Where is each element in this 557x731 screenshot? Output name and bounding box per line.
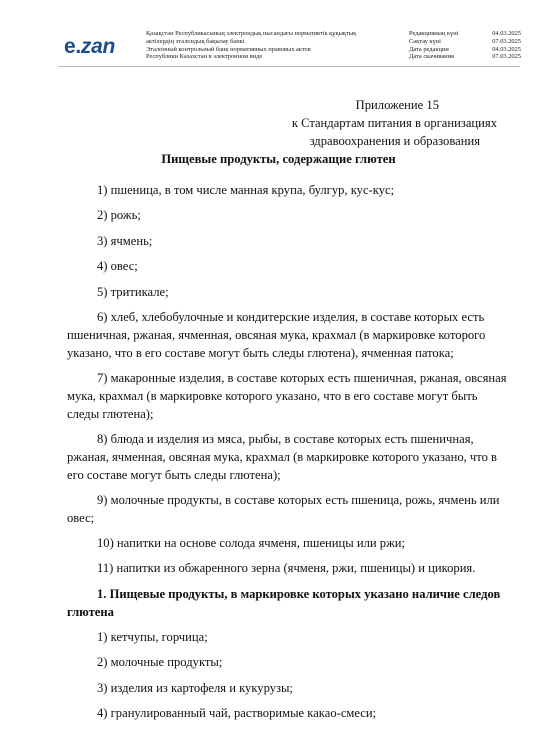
list-item: 4) овес; [97,259,138,274]
list-item: 1) кетчупы, горчица; [97,630,208,645]
list-item: 5) тритикале; [97,284,169,299]
meta-row [409,30,521,38]
list-item: 3) ячмень; [97,233,153,248]
document-title: Пищевые продукты, содержащие глютен [161,152,396,166]
meta-row [409,38,521,46]
document-header [58,30,520,66]
meta-label: Редакцияның күні [409,30,459,37]
list-item: 9) молочные продукты, в составе которых есть пшеница, рожь, ячмень или овес; [67,492,500,525]
meta-value: 04.03.2025 [492,30,521,37]
meta-label: Дата редакции [409,45,449,53]
appendix-note [197,96,497,150]
header-description-line: Қазақстан Республикасының электрондық нысандағы нормативтік құқықтық [146,30,357,37]
header-description [146,30,404,61]
appendix-line-1: Приложение 15 [355,98,439,112]
document-body [67,182,510,731]
meta-value: 07.03.2025 [492,37,521,45]
list-item: 6) хлеб, хлебобулочные и кондитерские изделия, в составе которых есть пшеничная, ржаная, ячменная, овсяная мука, крахмал (в маркировке которого указано, что в его составе могут быть следы глютена), ячменная патока; [67,309,486,360]
header-divider [58,66,520,67]
header-description-line: актілердің эталондық бақылау банкі [146,37,245,45]
meta-label: Сақтау күні [409,37,441,45]
list-item: 1) пшеница, в том числе манная крупа, булгур, кус-кус; [97,183,395,197]
meta-value: 04.03.2025 [492,45,521,53]
list-item: 10) напитки на основе солода ячменя, пшеницы или ржи; [97,536,406,551]
meta-value: 07.03.2025 [492,53,521,61]
header-description-line: Республики Казахстан в электронном виде [146,53,263,61]
header-meta [409,30,521,61]
meta-row [409,46,521,54]
meta-row [409,53,521,61]
appendix-line-2: к Стандартам питания в организациях [291,116,497,130]
logo-e: e. [64,35,81,58]
section-heading: 1. Пищевые продукты, в маркировке которых указано наличие следов глютена [67,586,501,619]
list-item: 3) изделия из картофеля и кукурузы; [97,680,293,695]
list-item: 8) блюда и изделия из мяса, рыбы, в составе которых есть пшеничная, ржаная, ячменная, овсяная мука, крахмал (в маркировке которого указано, что в его составе могут быть следы глютена); [67,431,497,482]
list-item: 7) макаронные изделия, в составе которых есть пшеничная, ржаная, овсяная мука, крахмал (в маркировке которого указано, что в его составе могут быть следы глютена); [67,370,507,421]
appendix-line-3: здравоохранения и образования [309,134,480,148]
list-item: 2) рожь; [97,208,141,223]
logo-zan: zan [80,35,116,58]
list-item: 4) гранулированный чай, растворимые какао-смеси; [97,706,377,721]
meta-label: Дата скачивания [409,53,454,61]
list-item: 2) молочные продукты; [97,655,223,670]
list-item: 11) напитки из обжаренного зерна (ячменя, ржи, пшеницы) и цикория. [97,561,476,576]
header-description-line: Эталонный контрольный банк нормативных правовых актов [146,45,311,53]
ezan-logo[interactable] [64,35,115,59]
